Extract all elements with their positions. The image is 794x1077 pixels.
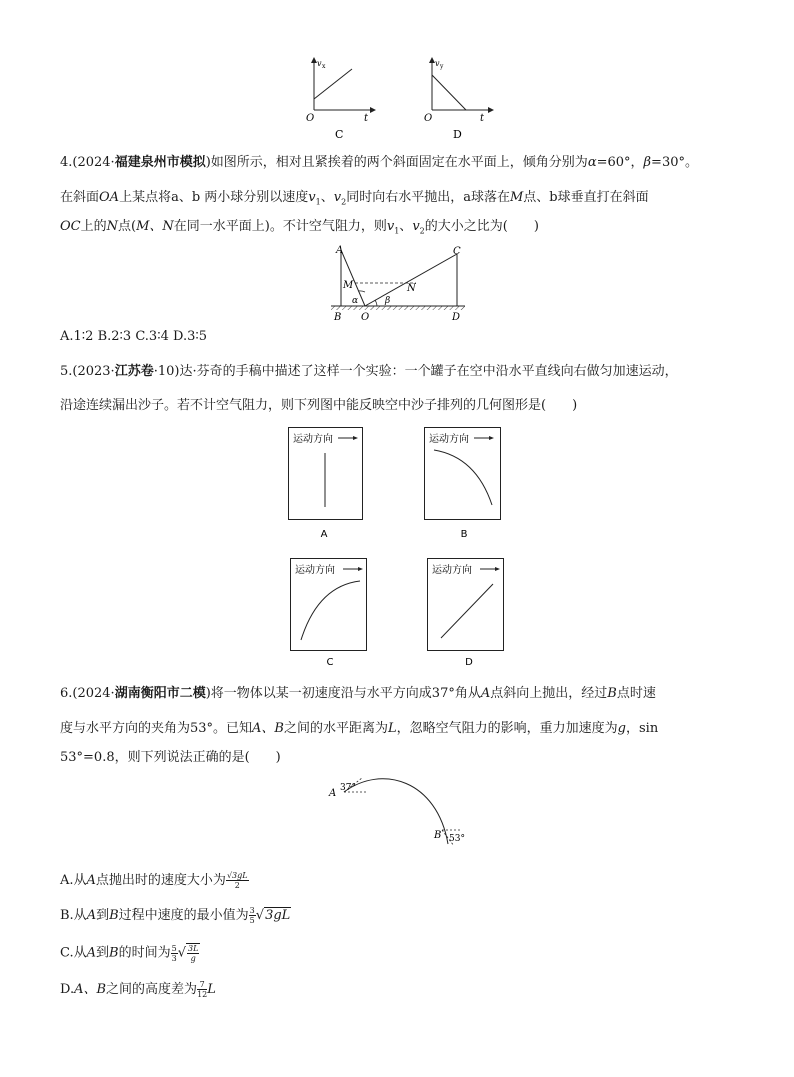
q4-options: A.1∶2 B.2∶3 C.3∶4 D.3∶5 bbox=[60, 329, 208, 344]
graph-c-ysub: x bbox=[322, 63, 326, 70]
q5-box-a-title: 运动方向 bbox=[293, 434, 333, 445]
q5-box-d-label: D bbox=[465, 657, 473, 668]
q6-line2: 度与水平方向的夹角为53°。已知A、B之间的水平距离为L，忽略空气阻力的影响，重力加速度为g，sin bbox=[60, 721, 659, 736]
graph-c-origin: O bbox=[306, 113, 315, 124]
q4-fig-label-alpha: α bbox=[352, 296, 359, 306]
q4-line3: OC上的N点(M、N在同一水平面上)。不计空气阻力，则$v_1$、$v_2$的大小之比为( ) bbox=[60, 219, 539, 236]
q6-option-c-root: $\frac{3L}{g}$ bbox=[188, 944, 199, 963]
q6-option-a-fraction: $\frac{√3gL}{2}$ bbox=[226, 871, 248, 890]
q6-option-a: A.从A点抛出时的速度大小为 $\frac{√3gL}{2}$ bbox=[60, 871, 248, 890]
q5-option-box-d bbox=[427, 558, 505, 673]
graph-d-label: D bbox=[453, 128, 462, 141]
q5-source: 江苏卷 bbox=[114, 364, 154, 379]
q6-fig-label-b: B bbox=[434, 830, 442, 841]
q4-line2: 在斜面OA上某点将a、b 两小球分别以速度$v_1$、$v_2$同时向右水平抛出，a球落在M点、b球垂直打在斜面 bbox=[60, 190, 649, 207]
q4-fig-label-b: B bbox=[334, 312, 342, 323]
q4-source: 福建泉州市模拟 bbox=[114, 155, 206, 170]
q5-option-box-a bbox=[288, 427, 363, 542]
q4-fig-label-c: C bbox=[453, 246, 461, 257]
q5-box-b-title: 运动方向 bbox=[429, 434, 469, 445]
q6-fig-angle-a: 37° bbox=[340, 783, 356, 793]
q4-incline-figure bbox=[325, 242, 475, 324]
graph-c-xaxis: t bbox=[364, 113, 369, 124]
q4-fig-label-n: N bbox=[407, 283, 416, 294]
q6-option-d: D.A、B之间的高度差为 $\frac{7}{12}$ L bbox=[60, 980, 216, 999]
q4-fig-label-beta: β bbox=[385, 296, 391, 306]
q6-fig-label-a: A bbox=[329, 788, 337, 799]
q5-box-b-label: B bbox=[460, 529, 468, 540]
q5-line2: 沿途连续漏出沙子。若不计空气阻力，则下列图中能反映空中沙子排列的几何图形是( ) bbox=[60, 398, 578, 413]
graph-c bbox=[300, 55, 380, 145]
q6-option-c: C.从A到B的时间为 $\frac{5}{3}$ √ $\frac{3L}{g}$ bbox=[60, 943, 199, 963]
q6-number: 6. bbox=[60, 686, 73, 701]
q6-option-d-fraction: $\frac{7}{12}$ bbox=[197, 980, 208, 999]
q6-option-b-fraction: $\frac{3}{5}$ bbox=[249, 906, 255, 925]
q5-option-box-b bbox=[424, 427, 502, 542]
q5-box-d-title: 运动方向 bbox=[432, 565, 472, 576]
graph-d bbox=[420, 55, 500, 145]
q5-number: 5. bbox=[60, 364, 73, 379]
q4-fig-label-a: A bbox=[336, 245, 344, 256]
graph-c-yaxis: v bbox=[317, 59, 322, 68]
q4-number: 4. bbox=[60, 155, 73, 170]
graph-c-label: C bbox=[335, 128, 344, 141]
q6-option-b-root: 3gL bbox=[265, 908, 291, 923]
graph-d-xaxis: t bbox=[480, 113, 485, 124]
graph-d-origin: O bbox=[424, 113, 433, 124]
q6-line3: 53°=0.8，则下列说法正确的是( ) bbox=[60, 750, 281, 765]
q6-line1: 6.(2024·湖南衡阳市二模)将一物体以某一初速度沿与水平方向成37°角从A点斜向上抛出，经过B点时速 bbox=[60, 686, 656, 701]
q5-box-c-label: C bbox=[326, 657, 334, 668]
q4-fig-label-o: O bbox=[361, 312, 370, 323]
graph-d-yaxis: v bbox=[435, 59, 440, 68]
q6-option-c-fraction: $\frac{5}{3}$ bbox=[171, 943, 177, 963]
q6-fig-angle-b: 53° bbox=[449, 834, 465, 844]
q6-source: 湖南衡阳市二模 bbox=[114, 686, 206, 701]
q4-fig-label-m: M bbox=[343, 280, 354, 291]
q6-trajectory-figure bbox=[322, 772, 472, 850]
q5-box-a-label: A bbox=[320, 529, 328, 540]
q4-fig-label-d: D bbox=[452, 312, 461, 323]
q5-option-box-c bbox=[290, 558, 368, 673]
q4-line1: 4.(2024·福建泉州市模拟)如图所示，相对且紧挨着的两个斜面固定在水平面上，倾角分别为α=60°，β=30°。 bbox=[60, 155, 698, 170]
graph-d-ysub: y bbox=[440, 63, 444, 70]
q6-option-b: B.从A到B过程中速度的最小值为 $\frac{3}{5}$ √3gL bbox=[60, 906, 291, 925]
q5-box-c-title: 运动方向 bbox=[295, 565, 335, 576]
q5-line1: 5.(2023·江苏卷·10)达·芬奇的手稿中描述了这样一个实验：一个罐子在空中沿水平直线向右做匀加速运动， bbox=[60, 364, 678, 379]
